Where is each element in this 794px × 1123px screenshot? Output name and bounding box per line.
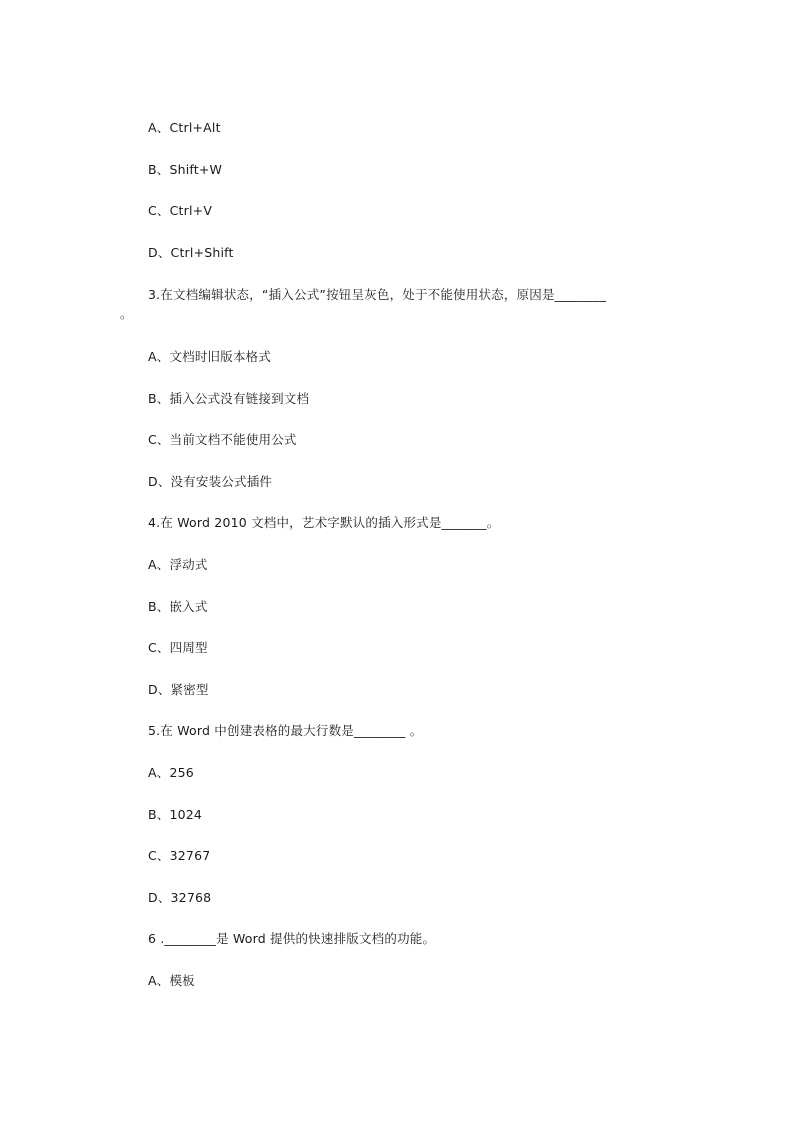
q3-option-d: D、没有安装公式插件 [148, 474, 273, 489]
q2-option-d: D、Ctrl+Shift [148, 245, 234, 260]
q5-option-c: C、32767 [148, 848, 211, 863]
q5-option-d: D、32768 [148, 890, 212, 905]
q3-stem: 3.在文档编辑状态，“插入公式”按钮呈灰色，处于不能使用状态，原因是________ [148, 287, 607, 302]
q4-option-d: D、紧密型 [148, 682, 209, 697]
q4-option-a: A、浮动式 [148, 557, 208, 572]
q6-stem: 6 .________是 Word 提供的快速排版文档的功能。 [148, 931, 436, 946]
q4-option-c: C、四周型 [148, 640, 208, 655]
q2-option-c: C、Ctrl+V [148, 203, 213, 218]
q5-option-b: B、1024 [148, 807, 203, 822]
q3-stem-end: 。 [120, 306, 133, 321]
q6-option-a: A、模板 [148, 973, 195, 988]
q2-option-b: B、Shift+W [148, 162, 223, 177]
q3-option-b: B、插入公式没有链接到文档 [148, 391, 310, 406]
q2-option-a: A、Ctrl+Alt [148, 120, 221, 135]
q4-option-b: B、嵌入式 [148, 599, 208, 614]
q4-stem: 4.在 Word 2010 文档中，艺术字默认的插入形式是_______。 [148, 515, 500, 530]
q3-option-c: C、当前文档不能使用公式 [148, 432, 297, 447]
q5-option-a: A、256 [148, 765, 194, 780]
q3-option-a: A、文档时旧版本格式 [148, 349, 272, 364]
q5-stem: 5.在 Word 中创建表格的最大行数是________ 。 [148, 723, 423, 738]
